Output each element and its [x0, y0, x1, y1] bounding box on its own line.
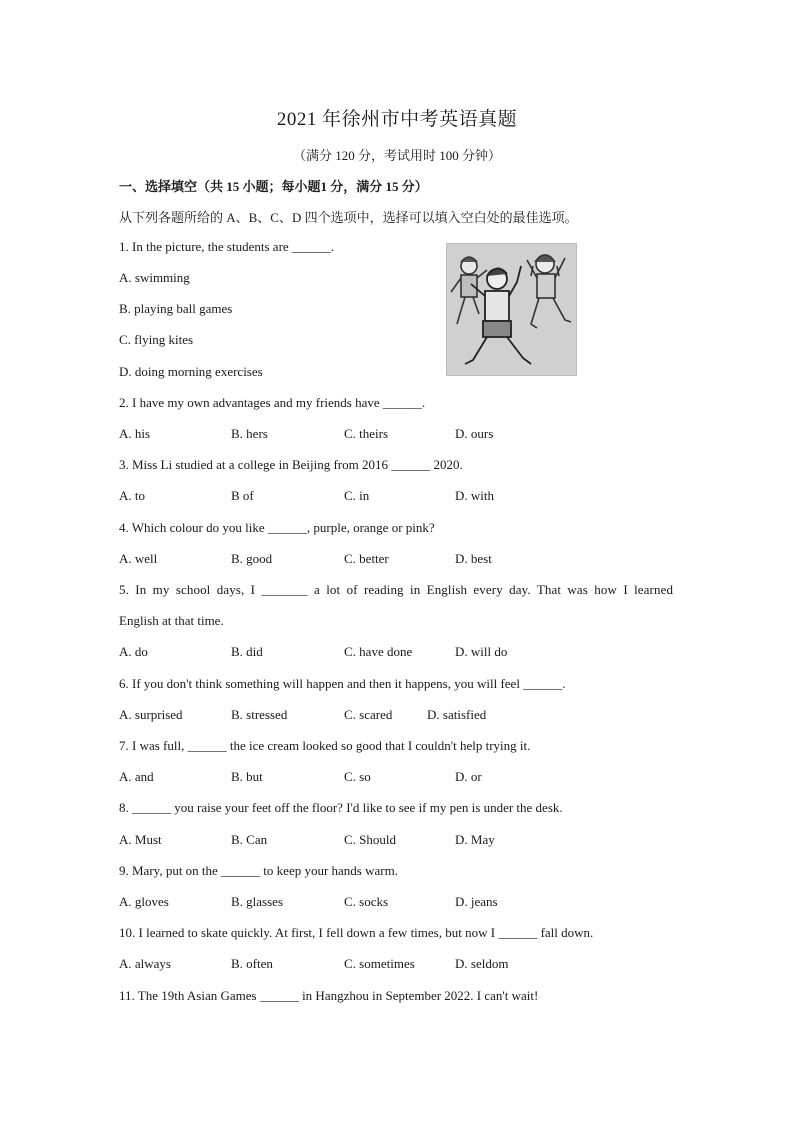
children-doing-exercises-illustration [447, 244, 576, 375]
question-2-option-c: C. theirs [344, 426, 389, 441]
question-10-option-a: A. always [119, 956, 171, 971]
question-8-option-a: A. Must [119, 832, 162, 847]
question-2-option-d: D. ours [455, 426, 494, 441]
question-4-text: 4. Which colour do you like ______, purple, orange or pink? [119, 520, 435, 535]
question-11-text: 11. The 19th Asian Games ______ in Hangzhou in September 2022. I can't wait! [119, 988, 539, 1003]
question-3-option-c: C. in [344, 488, 370, 503]
question-3-option-a: A. to [119, 488, 145, 503]
question-2-option-a: A. his [119, 426, 151, 441]
question-6-option-c: C. scared [344, 707, 393, 722]
question-7-option-a: A. and [119, 769, 154, 784]
question-5-option-a: A. do [119, 644, 148, 659]
question-4-option-c: C. better [344, 551, 389, 566]
exercise-illustration [446, 243, 577, 376]
page-title: 2021 年徐州市中考英语真题 [276, 109, 518, 130]
question-4-option-d: D. best [455, 551, 492, 566]
question-8-text: 8. ______ you raise your feet off the floor? I'd like to see if my pen is under the desk. [119, 800, 563, 815]
question-7-option-c: C. so [344, 769, 371, 784]
question-5-text-line-2: English at that time. [119, 613, 224, 628]
question-5-option-b: B. did [231, 644, 263, 659]
question-6-text: 6. If you don't think something will happen and then it happens, you will feel ______. [119, 676, 566, 691]
question-9-option-a: A. gloves [119, 894, 169, 909]
question-1-option-b: B. playing ball games [119, 301, 233, 316]
question-3-option-b: B of [231, 488, 254, 503]
question-10-option-d: D. seldom [455, 956, 509, 971]
question-8-option-d: D. May [455, 832, 495, 847]
question-9-option-b: B. glasses [231, 894, 283, 909]
question-3-option-d: D. with [455, 488, 494, 503]
page-subtitle: （满分 120 分，考试用时 100 分钟） [292, 148, 501, 163]
question-10-text: 10. I learned to skate quickly. At first, I fell down a few times, but now I ______ fall down. [119, 925, 594, 940]
question-4-option-a: A. well [119, 551, 158, 566]
question-9-text: 9. Mary, put on the ______ to keep your hands warm. [119, 863, 398, 878]
question-6-option-a: A. surprised [119, 707, 183, 722]
section-instruction: 从下列各题所给的 A、B、C、D 四个选项中，选择可以填入空白处的最佳选项。 [119, 210, 578, 225]
question-10-option-c: C. sometimes [344, 956, 415, 971]
question-5-option-c: C. have done [344, 644, 413, 659]
question-9-option-d: D. jeans [455, 894, 498, 909]
question-7-text: 7. I was full, ______ the ice cream looked so good that I couldn't help trying it. [119, 738, 531, 753]
question-7-option-b: B. but [231, 769, 263, 784]
question-1-text: 1. In the picture, the students are ______. [119, 239, 335, 254]
question-1-option-a: A. swimming [119, 270, 190, 285]
question-2-option-b: B. hers [231, 426, 268, 441]
question-6-option-d: D. satisfied [427, 707, 487, 722]
question-7-option-d: D. or [455, 769, 482, 784]
section-heading: 一、选择填空（共 15 小题；每小题1 分，满分 15 分） [119, 179, 428, 194]
question-1-option-c: C. flying kites [119, 332, 194, 347]
question-6-option-b: B. stressed [231, 707, 288, 722]
question-4-option-b: B. good [231, 551, 273, 566]
question-5-text-line-1: 5. In my school days, I _______ a lot of reading in English every day. That was how I learned [119, 582, 674, 597]
question-8-option-b: B. Can [231, 832, 268, 847]
question-8-option-c: C. Should [344, 832, 397, 847]
question-3-text: 3. Miss Li studied at a college in Beijing from 2016 ______ 2020. [119, 457, 463, 472]
question-2-text: 2. I have my own advantages and my friends have ______. [119, 395, 426, 410]
question-9-option-c: C. socks [344, 894, 389, 909]
question-10-option-b: B. often [231, 956, 273, 971]
question-1-option-d: D. doing morning exercises [119, 364, 263, 379]
question-5-option-d: D. will do [455, 644, 508, 659]
